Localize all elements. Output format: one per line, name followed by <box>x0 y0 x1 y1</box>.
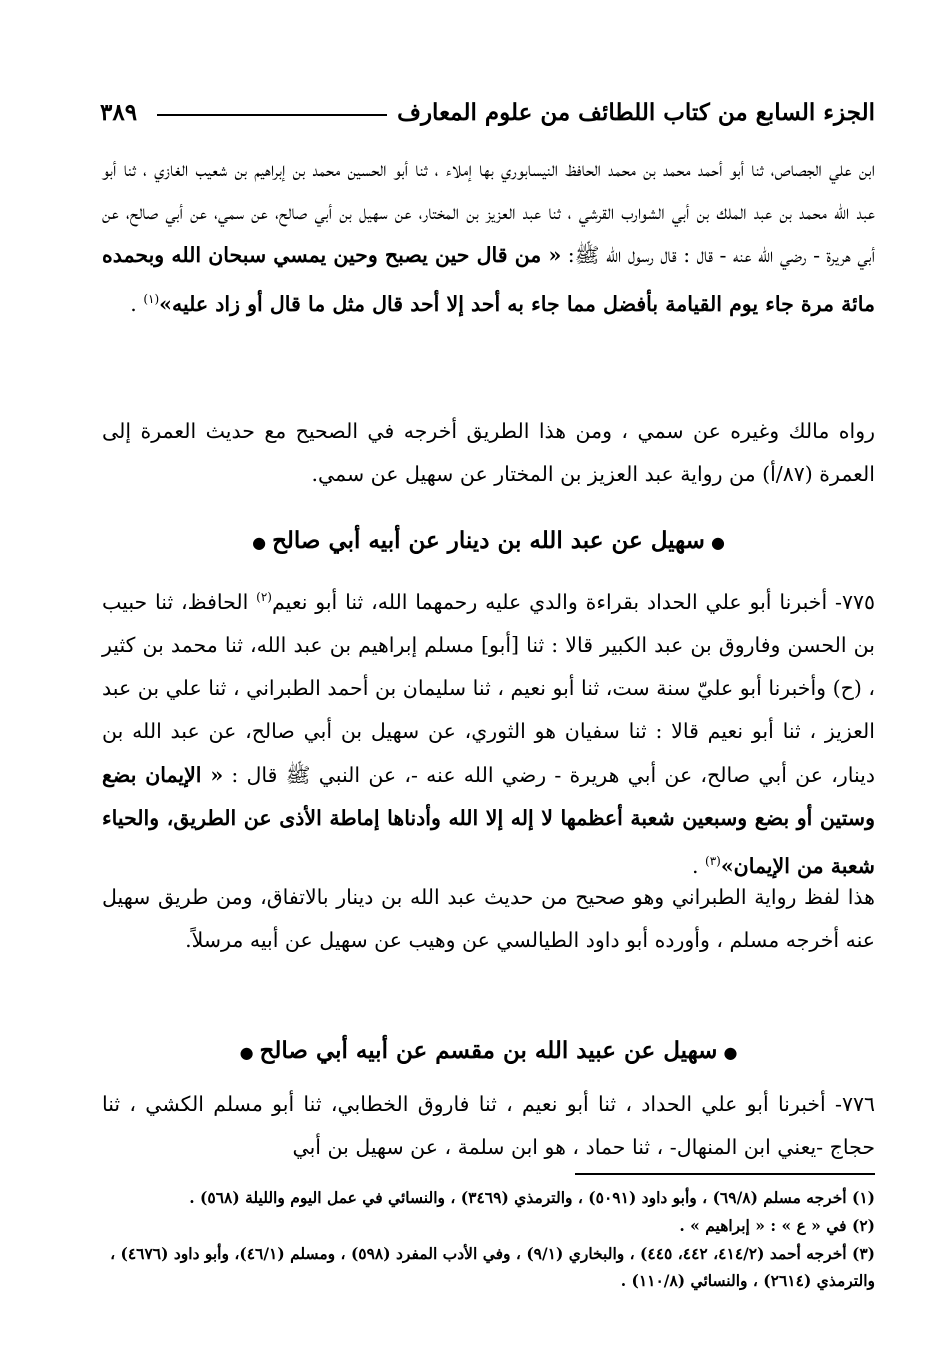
bullet-icon: ● <box>239 1042 254 1062</box>
footnote-ref-1: (١) <box>143 291 160 306</box>
bullet-icon: ● <box>252 532 267 552</box>
heading-text: سهيل عن عبيد الله بن مقسم عن أبيه أبي صالح <box>259 1037 718 1064</box>
header-rule <box>157 114 387 116</box>
footnote-3: (٣) أخرجه أحمد (٤١٤/٢، ٤٤٢، ٤٤٥) ، والبخاري (٩/١) ، وفي الأدب المفرد (٥٩٨) ، ومسلم (٤٦/١)، وأبو داود (٤٦٧٦) ، والترمذي (٢٦١٤) ، والنسائي (١١٠/٨) . <box>110 1244 875 1290</box>
paragraph-hadith-775 <box>102 576 875 888</box>
running-header <box>100 92 875 132</box>
footnote-ref-3: (٣) <box>705 854 721 869</box>
footnote-2: (٢) في « ع » : « إبراهيم » . <box>679 1216 875 1235</box>
section-heading-2 <box>102 1037 875 1064</box>
paragraph-isnad-1 <box>102 148 875 326</box>
paragraph-hadith-776: ٧٧٦- أخبرنا أبو علي الحداد ، ثنا أبو نعيم ، ثنا فاروق الخطابي، ثنا أبو مسلم الكشي ، ثنا حجاج -يعني ابن المنهال- ، ثنا حماد ، هو ابن سلمة ، عن سهيل بن أبي <box>102 1092 875 1160</box>
hadith-text: « الإيمان بضع وستين أو بضع وسبعين شعبة أعظمها لا إله إلا الله وأدناها إماطة الأذى عن الطريق، والحياء شعبة من الإيمان» <box>102 762 875 878</box>
section-heading-1 <box>102 527 875 554</box>
isnad-text: ٧٧٥- أخبرنا أبو علي الحداد بقراءة والدي عليه رحمهما الله، ثنا أبو نعيم <box>271 589 875 614</box>
sentence-end: . <box>691 853 705 878</box>
footnote-ref-2: (٢) <box>256 590 272 604</box>
bullet-icon: ● <box>710 532 725 552</box>
footnote-1: (١) أخرجه مسلم (٦٩/٨) ، وأبو داود (٥٠٩١) ، والترمذي (٣٤٦٩) ، والنسائي في عمل اليوم والليلة (٥٦٨) . <box>189 1188 875 1207</box>
isnad-text: ابن علي الجصاص، ثنا أبو أحمد محمد بن محمد الحافظ النيسابوري بها إملاء ، ثنا أبو الحسين محمد بن إبراهيم بن شعيب الغازي ، ثنا أبو عبد الله محمد بن عبد الملك بن أبي الشوارب القرشي ، ثنا عبد العزيز بن المختار، عن سهيل بن أبي صالح، عن سمي، عن أبي صالح، عن أبي هريرة - رضي الله عنه - قال : قال رسول الله ﷺ: <box>102 157 875 268</box>
paragraph-commentary-1: رواه مالك وغيره عن سمي ، ومن هذا الطريق أخرجه في الصحيح مع حديث العمرة إلى العمرة (٨٧/أ) من رواية عبد العزيز بن المختار عن سهيل عن سمي. <box>102 419 875 487</box>
sentence-end: . <box>130 291 144 316</box>
paragraph-commentary-2: هذا لفظ رواية الطبراني وهو صحيح من حديث عبد الله بن دينار بالاتفاق، ومن طريق سهيل عنه أخرجه مسلم ، وأورده أبو داود الطيالسي عن وهيب عن سهيل عن أبيه مرسلاً. <box>102 885 875 953</box>
heading-text: سهيل عن عبد الله بن دينار عن أبيه أبي صالح <box>272 527 705 554</box>
footnote-rule <box>575 1173 875 1175</box>
header-title: الجزء السابع من كتاب اللطائف من علوم المعارف <box>397 98 875 126</box>
isnad-text-continued: الحافظ، ثنا حبيب بن الحسن وفاروق بن عبد الكبير قالا : ثنا [أبو] مسلم إبراهيم بن عبد الله، ثنا محمد بن كثير ، (ح) وأخبرنا أبو عليّ سنة ست، ثنا أبو نعيم ، ثنا سليمان بن أحمد الطبراني ، ثنا علي بن عبد العزيز ، ثنا أبو نعيم قالا : ثنا سفيان هو الثوري، عن سهيل بن أبي صالح، عن عبد الله بن دينار، عن أبي صالح، عن أبي هريرة - رضي الله عنه -، عن النبي ﷺ قال : <box>102 589 875 787</box>
bullet-icon: ● <box>723 1042 738 1062</box>
page-number: ٣٨٩ <box>100 98 138 126</box>
hadith-text: « من قال حين يصبح وحين يمسي سبحان الله وبحمده مائة مرة جاء يوم القيامة بأفضل مما جاء به أحد إلا أحد قال مثل ما قال أو زاد عليه» <box>102 243 875 316</box>
